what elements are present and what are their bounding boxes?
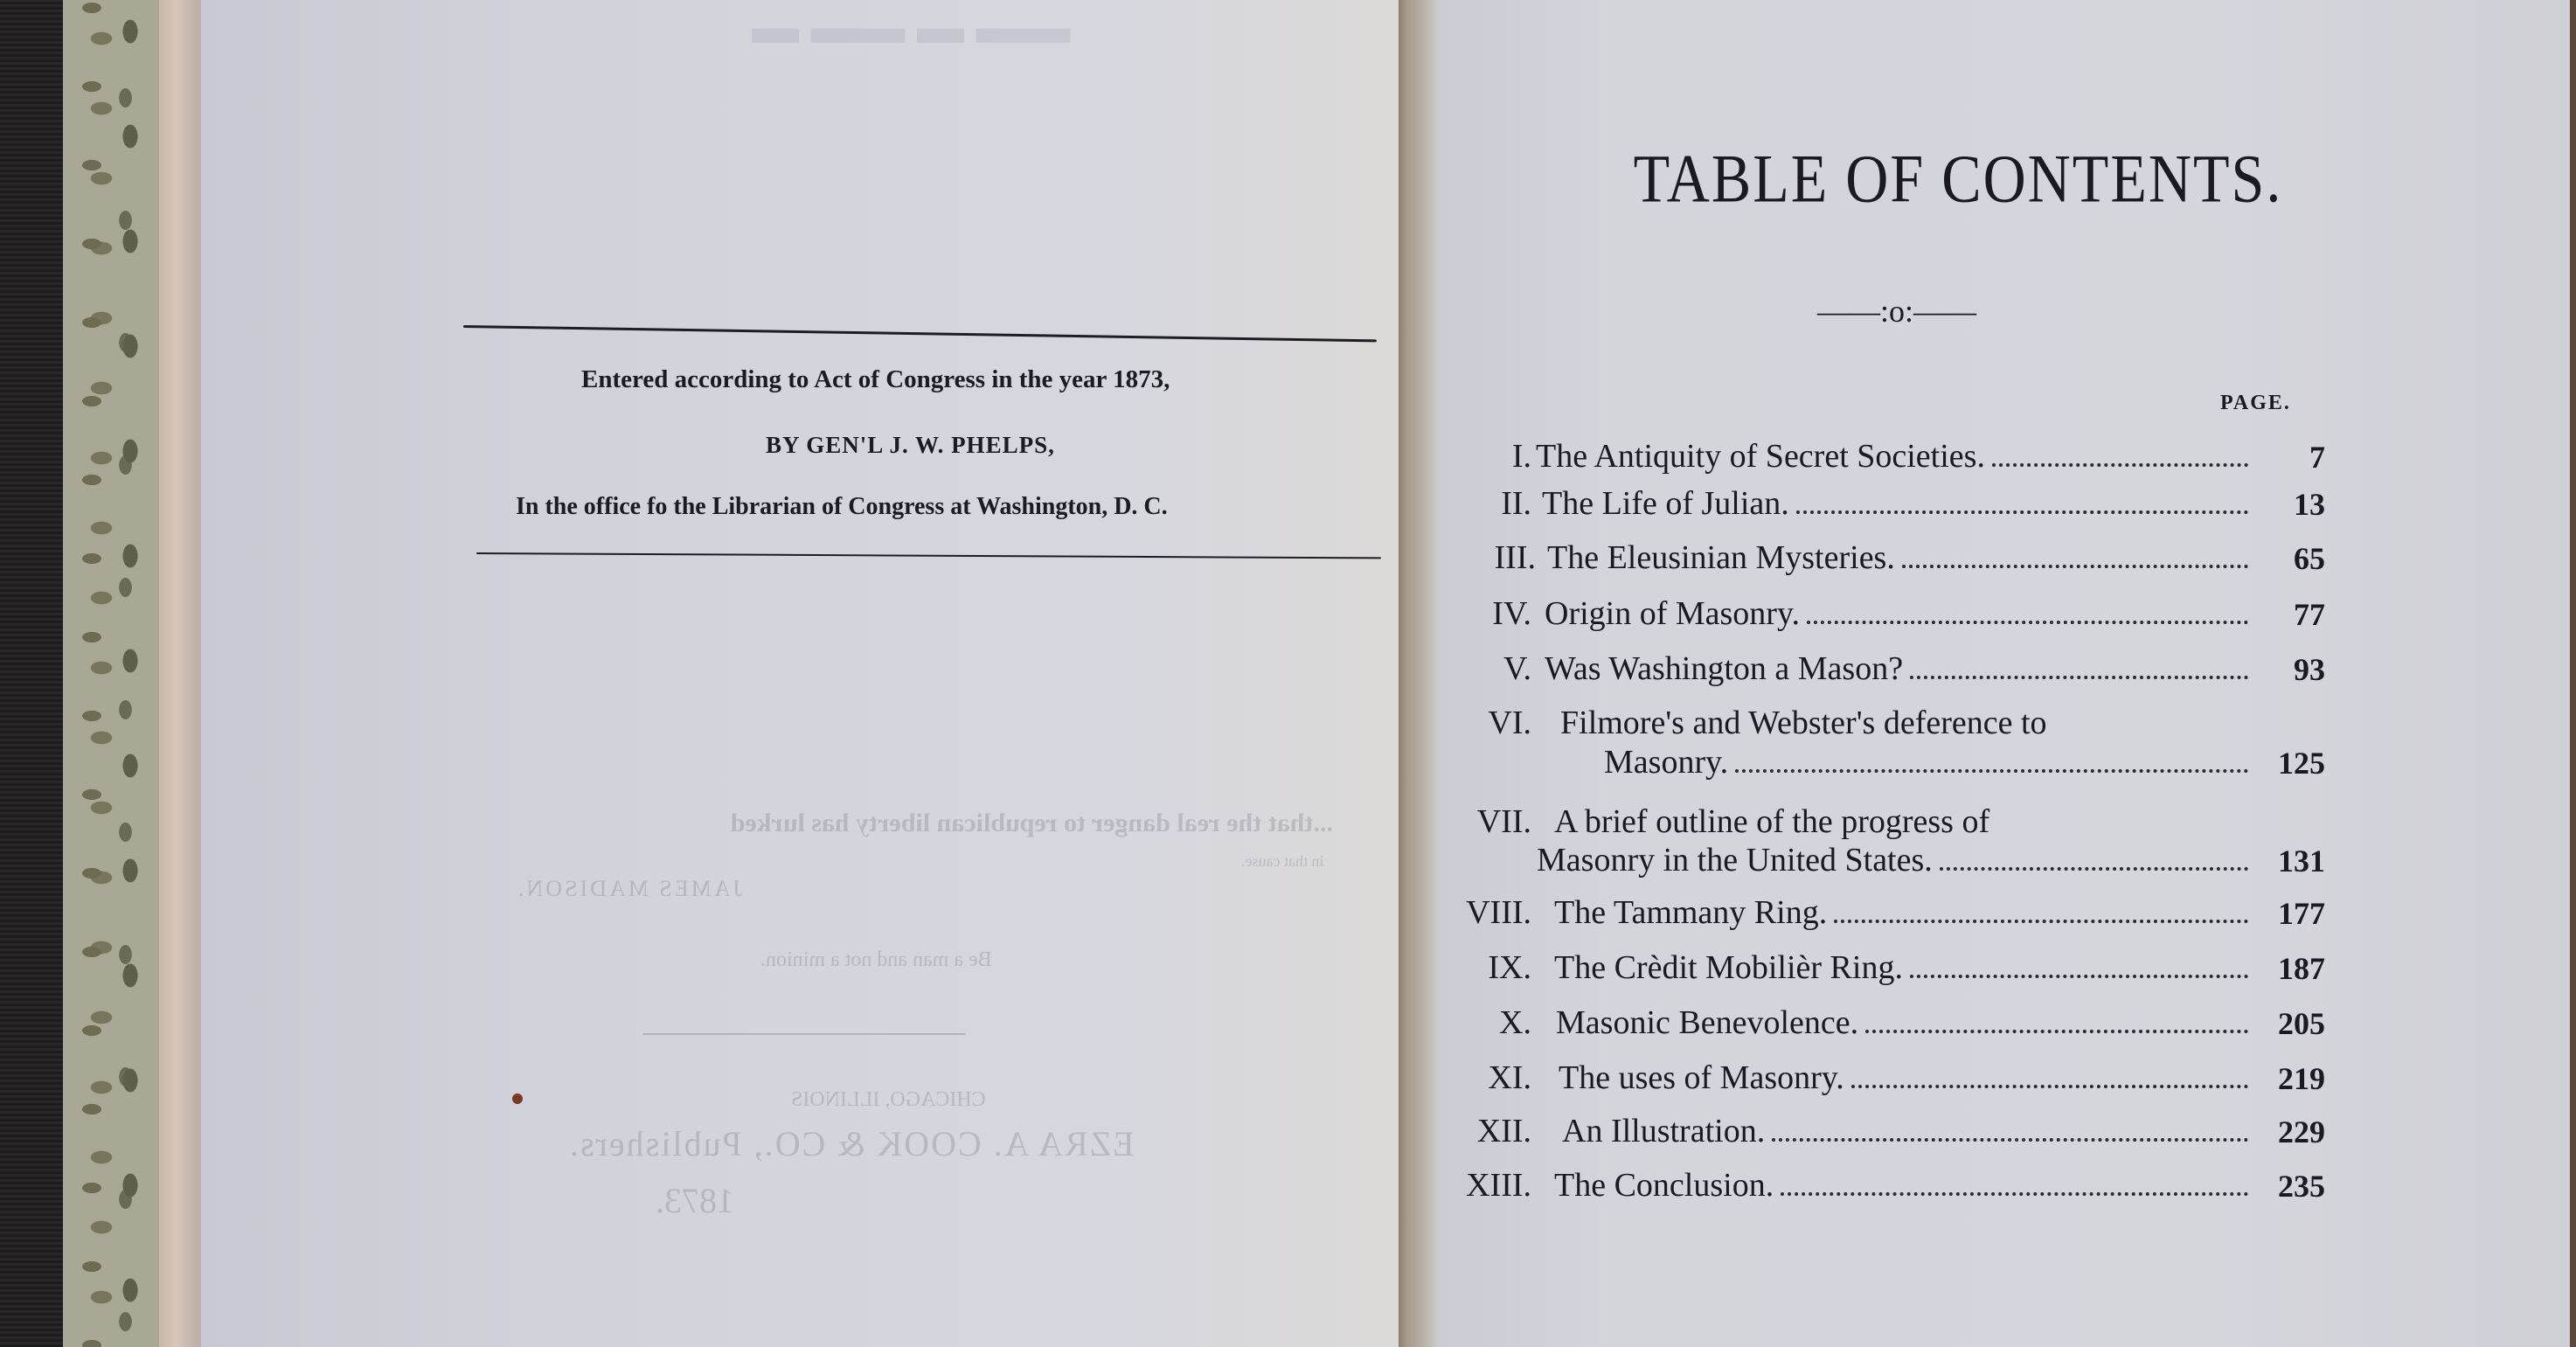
leader-dots xyxy=(1796,510,2248,514)
leader-dots xyxy=(1807,621,2248,624)
show-through-top: ▬ ▬▬ ▬ ▬▬ xyxy=(752,1,1071,53)
toc-entry-numeral: I. xyxy=(1511,438,1531,475)
toc-entry-title: The Antiquity of Secret Societies. xyxy=(1536,438,1985,475)
toc-entry-page-number: 187 xyxy=(2278,951,2325,986)
toc-entry-title: Was Washington a Mason? xyxy=(1545,650,1904,687)
leader-dots xyxy=(1940,867,2248,871)
show-through-publisher: EZRA A. COOK & CO., Publishers. xyxy=(568,1124,1135,1163)
toc-entry-title: A brief outline of the progress of xyxy=(1554,803,1990,840)
toc-entry-title: The Tammany Ring. xyxy=(1554,894,1828,931)
toc-entry-title: Filmore's and Webster's deference to xyxy=(1560,705,2047,741)
toc-entry-numeral: III. xyxy=(1494,539,1536,576)
toc-entry-page-number: 77 xyxy=(2294,597,2325,632)
leader-dots xyxy=(1772,1138,2248,1142)
toc-entry-numeral: II. xyxy=(1501,485,1531,522)
leader-dots xyxy=(1735,769,2248,773)
toc-entry-title: The Eleusinian Mysteries. xyxy=(1547,539,1895,576)
toc-entry-page-number: 93 xyxy=(2294,652,2325,687)
toc-entry-numeral: V. xyxy=(1503,650,1531,687)
toc-entry-numeral: XII. xyxy=(1476,1113,1531,1149)
toc-entry-leader-line xyxy=(1556,1003,2255,1042)
toc-entry-page-number: 235 xyxy=(2278,1169,2325,1204)
toc-entry-title-continuation: Masonry. xyxy=(1604,744,1729,781)
leader-dots xyxy=(1910,676,2248,679)
toc-entry-numeral: VIII. xyxy=(1466,894,1531,931)
toc-entry-numeral: XIII. xyxy=(1466,1167,1531,1204)
leader-dots xyxy=(1992,463,2248,467)
toc-entry-title-continuation: Masonry in the United States. xyxy=(1537,842,1933,878)
toc-title: TABLE OF CONTENTS. xyxy=(1633,140,2283,217)
toc-entry-numeral: XI. xyxy=(1488,1059,1531,1096)
toc-entry-page-number: 205 xyxy=(2278,1006,2325,1041)
book-cover-cloth xyxy=(0,0,63,1347)
leader-dots xyxy=(1910,975,2248,978)
toc-entry-title: The Conclusion. xyxy=(1554,1167,1774,1204)
leader-dots xyxy=(1851,1085,2248,1088)
copyright-line-author: BY GEN'L J. W. PHELPS, xyxy=(766,432,1055,458)
toc-entry-numeral: IX. xyxy=(1488,949,1531,986)
show-through-year: 1873. xyxy=(656,1181,734,1220)
copyright-line-office: In the office fo the Librarian of Congress at Washington, D. C. xyxy=(516,493,1168,520)
toc-entry-leader-line xyxy=(1545,649,2255,688)
show-through-attribution: JAMES MADISON. xyxy=(516,876,742,901)
toc-entry-title: The Crèdit Mobilièr Ring. xyxy=(1554,949,1903,986)
toc-entry-title: An Illustration. xyxy=(1562,1113,1766,1149)
show-through-motto: Be a man and not a minion. xyxy=(760,948,992,971)
show-through-city: CHICAGO, ILLINOIS xyxy=(791,1088,986,1111)
toc-entry-leader-line xyxy=(1545,594,2255,633)
toc-entry-page-number: 13 xyxy=(2294,487,2325,522)
toc-entry-leader-line xyxy=(1537,841,2255,879)
marbled-endpaper xyxy=(63,0,159,1347)
toc-entry-numeral: VII. xyxy=(1476,803,1531,840)
toc-entry-title: Origin of Masonry. xyxy=(1545,595,1800,632)
toc-entry-leader-line xyxy=(1547,538,2255,577)
toc-entry-page-number: 219 xyxy=(2278,1061,2325,1096)
toc-entry-leader-line xyxy=(1604,743,2255,781)
toc-entry-leader-line xyxy=(1554,948,2255,987)
toc-entry-page-number: 131 xyxy=(2278,844,2325,878)
leader-dots xyxy=(1902,565,2248,568)
toc-entry-leader-line xyxy=(1536,437,2255,476)
toc-entry-title: Masonic Benevolence. xyxy=(1556,1004,1859,1041)
toc-ornament: ——:o:—— xyxy=(1816,294,1976,329)
leader-dots xyxy=(1865,1030,2248,1033)
page-column-header: PAGE. xyxy=(2220,392,2291,414)
page-edge xyxy=(159,0,201,1347)
toc-entry-numeral: X. xyxy=(1499,1004,1531,1041)
toc-entry-page-number: 65 xyxy=(2294,541,2325,576)
toc-entry-page-number: 177 xyxy=(2278,896,2325,931)
toc-entry-title: The Life of Julian. xyxy=(1542,485,1789,522)
toc-entry-leader-line xyxy=(1554,1166,2255,1205)
toc-entry-leader-line xyxy=(1559,1059,2255,1097)
toc-entry-numeral: IV. xyxy=(1492,595,1531,632)
show-through-rule xyxy=(642,1033,966,1035)
leader-dots xyxy=(1781,1192,2248,1196)
toc-entry-page-number: 7 xyxy=(2309,440,2325,475)
toc-entry-leader-line xyxy=(1554,893,2255,932)
show-through-quote-2: in that cause. xyxy=(1241,852,1324,870)
foxing-spot xyxy=(512,1094,523,1104)
toc-entry-page-number: 229 xyxy=(2278,1114,2325,1149)
right-page-edge xyxy=(2570,0,2576,1347)
toc-entry-title: The uses of Masonry. xyxy=(1559,1059,1844,1096)
toc-entry-leader-line xyxy=(1562,1112,2255,1150)
gutter xyxy=(1399,0,1439,1347)
leader-dots xyxy=(1834,920,2248,923)
show-through-quote: ...that the real danger to republican liberty has lurked xyxy=(730,809,1333,837)
toc-entry-leader-line xyxy=(1542,484,2255,523)
toc-entry-page-number: 125 xyxy=(2278,746,2325,781)
copyright-line-entered: Entered according to Act of Congress in the year 1873, xyxy=(581,365,1170,393)
toc-entry-numeral: VI. xyxy=(1488,705,1531,741)
